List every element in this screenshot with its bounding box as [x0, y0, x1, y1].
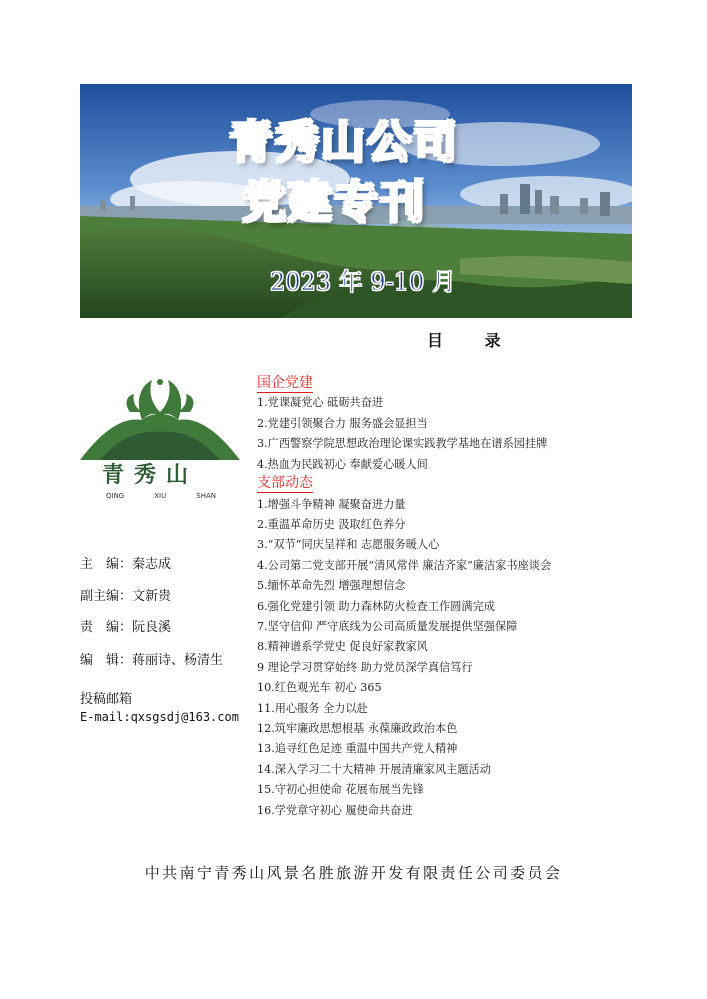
toc-item: 1.党课凝党心 砥砺共奋进 — [257, 396, 384, 409]
logo-text: 青秀山 — [102, 463, 199, 488]
toc-item: 16.学党章守初心 履使命共奋进 — [257, 804, 413, 817]
staff-label: 责 编： — [80, 620, 133, 635]
cover-banner — [80, 84, 632, 318]
staff-deputy-editor — [80, 585, 171, 604]
staff-value: 文新贵 — [132, 589, 172, 604]
toc-item: 13.追寻红色足迹 重温中国共产党人精神 — [257, 742, 458, 755]
toc-item: 2.重温革命历史 汲取红色养分 — [257, 518, 406, 531]
mountain-logo-icon — [80, 372, 240, 462]
toc-item: 1.增强斗争精神 凝聚奋进力量 — [257, 498, 406, 511]
issue-date: 2023 年 9-10 月 — [270, 268, 456, 296]
staff-label: 主 编： — [80, 557, 133, 572]
toc-item: 14.深入学习二十大精神 开展清廉家风主题活动 — [257, 763, 491, 776]
logo-subtext — [106, 492, 216, 500]
toc-item: 4.公司第二党支部开展“清风常伴 廉洁齐家”廉洁家书座谈会 — [257, 559, 552, 572]
toc-item: 4.热血为民践初心 奉献爱心暖人间 — [257, 458, 428, 471]
staff-value: 秦志成 — [132, 557, 172, 572]
submission-email[interactable]: E-mail:qxsgsdj@163.com — [80, 710, 239, 724]
toc-title: 目 录 — [427, 331, 519, 350]
toc-item: 11.用心服务 全力以赴 — [257, 702, 368, 715]
toc-item: 5.缅怀革命先烈 增强理想信念 — [257, 579, 406, 592]
company-logo — [80, 372, 240, 507]
banner-title-line1: 青秀山公司 — [229, 117, 459, 168]
toc-item: 6.强化党建引领 助力森林防火检查工作圆满完成 — [257, 600, 495, 613]
toc-item: 3.“双节”同庆呈祥和 志愿服务暖人心 — [257, 538, 440, 551]
toc-item: 15.守初心担使命 花展布展当先锋 — [257, 783, 424, 796]
staff-editors — [80, 649, 223, 668]
toc-item: 3.广西警察学院思想政治理论课实践教学基地在谱系园挂牌 — [257, 437, 548, 450]
toc-item: 10.红色观光车 初心 365 — [257, 681, 382, 694]
logo-sub-3: SHAN — [196, 492, 216, 500]
staff-label: 副主编： — [80, 589, 133, 604]
staff-value: 阮良溪 — [132, 620, 172, 635]
staff-label: 编 辑： — [80, 653, 133, 668]
staff-responsible-editor — [80, 616, 171, 635]
toc-item: 2.党建引领聚合力 服务盛会显担当 — [257, 417, 428, 430]
section-heading-soe-party-building: 国企党建 — [257, 372, 313, 392]
logo-sub-1: QING — [106, 492, 125, 500]
banner-title-line2: 党建专刊 — [242, 177, 426, 228]
staff-value: 蒋丽诗、杨清生 — [132, 653, 224, 668]
section-heading-branch-news: 支部动态 — [257, 472, 313, 492]
staff-chief-editor — [80, 553, 171, 572]
logo-sub-2: XIU — [154, 492, 167, 500]
publisher-footer: 中共南宁青秀山风景名胜旅游开发有限责任公司委员会 — [144, 864, 563, 882]
toc-item: 8.精神谱系学党史 促良好家教家风 — [257, 640, 428, 653]
toc-item: 12.筑牢廉政思想根基 永葆廉政政治本色 — [257, 722, 458, 735]
toc-item: 7.坚守信仰 严守底线为公司高质量发展提供坚强保障 — [257, 620, 518, 633]
toc-item: 9 理论学习贯穿始终 助力党员深学真信笃行 — [257, 661, 473, 674]
submission-title: 投稿邮箱 — [80, 692, 133, 707]
